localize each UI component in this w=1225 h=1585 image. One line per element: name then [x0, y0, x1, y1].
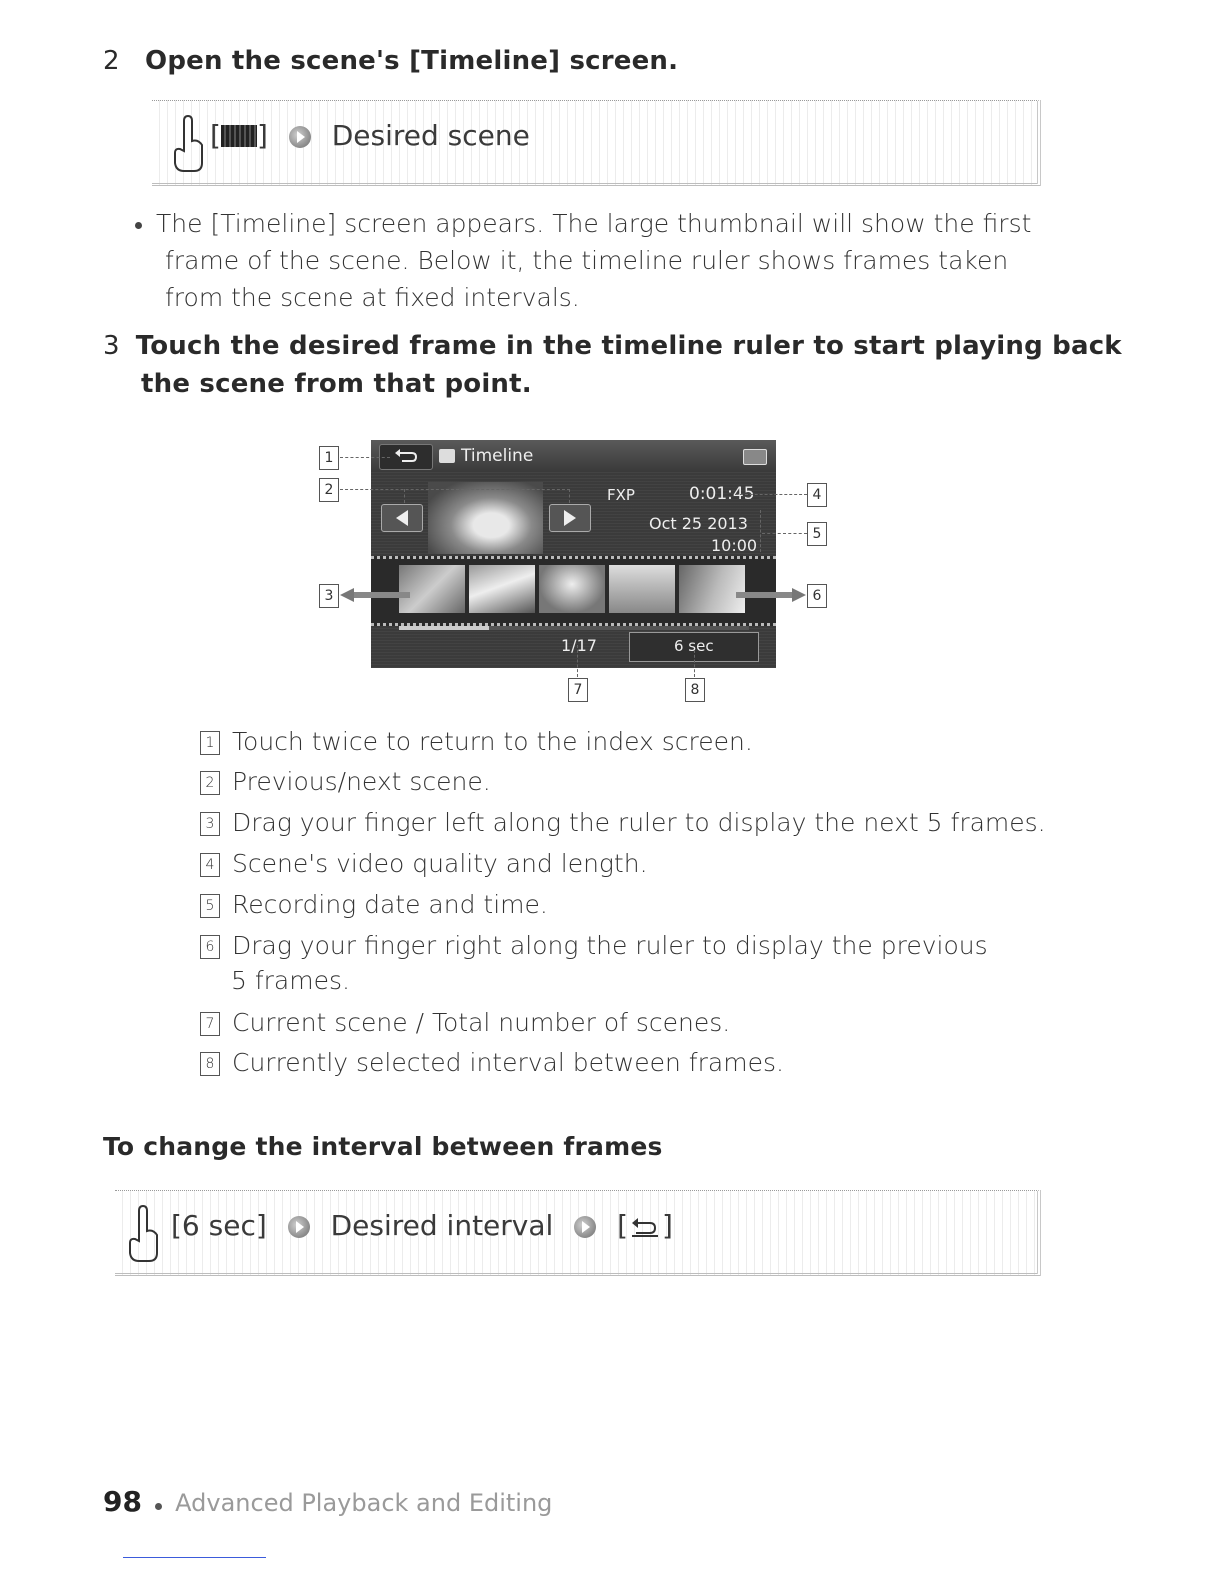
prev-scene-button[interactable] [381, 504, 423, 532]
leader-line-7 [577, 645, 578, 677]
video-quality: FXP [607, 486, 635, 504]
bullet-line-2: frame of the scene. Below it, the timeline ruler shows frames taken [165, 246, 1009, 275]
bullet-note [135, 205, 1055, 316]
bracket-open: [ [617, 1209, 629, 1242]
return-icon [628, 1214, 662, 1238]
touch-hand-icon [172, 115, 206, 173]
bracket-close: ] [662, 1209, 673, 1242]
bullet-line-3: from the scene at fixed intervals. [165, 283, 580, 312]
timeline-ruler[interactable] [371, 556, 776, 626]
step-number: 2 [103, 46, 120, 76]
drag-right-arrow-icon [736, 588, 806, 602]
legend-item-8: 8 Currently selected interval between frames. [200, 1048, 784, 1077]
step-2-heading [103, 46, 678, 76]
index-icon [221, 125, 257, 147]
bullet-icon [135, 222, 142, 229]
callout-8: 8 [685, 678, 705, 702]
scroll-bar[interactable] [399, 626, 749, 630]
next-scene-button[interactable] [549, 504, 591, 532]
step-3-heading [103, 327, 1122, 403]
callout-2: 2 [319, 478, 339, 502]
next-step-arrow-icon [288, 1216, 310, 1238]
operation-box-interval [115, 1190, 1041, 1276]
bullet-line-1: The [Timeline] screen appears. The large thumbnail will show the first [135, 205, 1055, 242]
section-name: Advanced Playback and Editing [175, 1489, 553, 1517]
legend-item-7: 7 Current scene / Total number of scenes. [200, 1008, 730, 1037]
leader-line-2-left [404, 489, 405, 503]
ruler-frame[interactable] [539, 565, 605, 613]
battery-icon [743, 449, 767, 465]
operation-box-timeline [152, 100, 1041, 186]
legend-item-1: 1 Touch twice to return to the index screen. [200, 727, 753, 756]
page-footer [103, 1485, 552, 1518]
scene-length: 0:01:45 [689, 484, 755, 504]
operation-target: Desired scene [331, 119, 530, 152]
screen-title: Timeline [461, 446, 534, 466]
legend-item-4: 4 Scene's video quality and length. [200, 849, 648, 878]
large-thumbnail [428, 482, 543, 554]
leader-line-8 [694, 650, 695, 677]
leader-line-2-right [569, 489, 570, 503]
callout-1: 1 [319, 446, 339, 470]
bracket-close: ] [256, 119, 268, 152]
leader-line-4 [735, 494, 807, 495]
drag-left-arrow-icon [340, 588, 410, 602]
scroll-thumb[interactable] [399, 626, 489, 630]
interval-operation-sequence [171, 1209, 673, 1242]
timeline-mode-icon [439, 449, 455, 463]
footer-underline [123, 1557, 266, 1558]
legend-item-6: 6 Drag your finger right along the ruler to display the previous [200, 931, 988, 960]
callout-6: 6 [807, 584, 827, 608]
page-number: 98 [103, 1485, 142, 1518]
callout-7: 7 [568, 678, 588, 702]
ruler-frame[interactable] [469, 565, 535, 613]
recording-date: Oct 25 2013 [649, 514, 748, 533]
desired-interval-label: Desired interval [330, 1209, 554, 1242]
triangle-left-icon [382, 505, 422, 531]
legend-item-3: 3 Drag your finger left along the ruler to display the next 5 frames. [200, 808, 1046, 837]
interval-section-heading: To change the interval between frames [103, 1132, 663, 1161]
callout-4: 4 [807, 483, 827, 507]
leader-line-5 [762, 533, 807, 534]
step-3-line-1: 3 Touch the desired frame in the timeline ruler to start playing back [103, 331, 1122, 361]
timeline-screen [371, 440, 776, 668]
step-title: Open the scene's [Timeline] screen. [145, 46, 679, 76]
ruler-frame[interactable] [609, 565, 675, 613]
legend-item-5: 5 Recording date and time. [200, 890, 548, 919]
legend-item-2: 2 Previous/next scene. [200, 767, 491, 796]
touch-hand-icon [127, 1205, 161, 1263]
next-step-arrow-icon [289, 126, 311, 148]
recording-time: 10:00 [711, 536, 758, 555]
leader-line-1 [340, 457, 390, 458]
triangle-right-icon [550, 505, 590, 531]
step-3-line-2: the scene from that point. [141, 369, 532, 399]
interval-button[interactable]: 6 sec [629, 632, 759, 662]
footer-bullet-icon [155, 1503, 162, 1510]
leader-line-2 [340, 489, 570, 490]
callout-3: 3 [319, 584, 339, 608]
next-step-arrow-icon [574, 1216, 596, 1238]
legend-item-6-continued: 5 frames. [231, 966, 350, 995]
bracket-open: [ [210, 119, 221, 152]
callout-5: 5 [807, 522, 827, 546]
leader-bracket-5 [760, 510, 761, 552]
operation-sequence [210, 119, 530, 152]
interval-button-label: [6 sec] [171, 1209, 267, 1242]
scene-counter: 1/17 [561, 636, 597, 655]
